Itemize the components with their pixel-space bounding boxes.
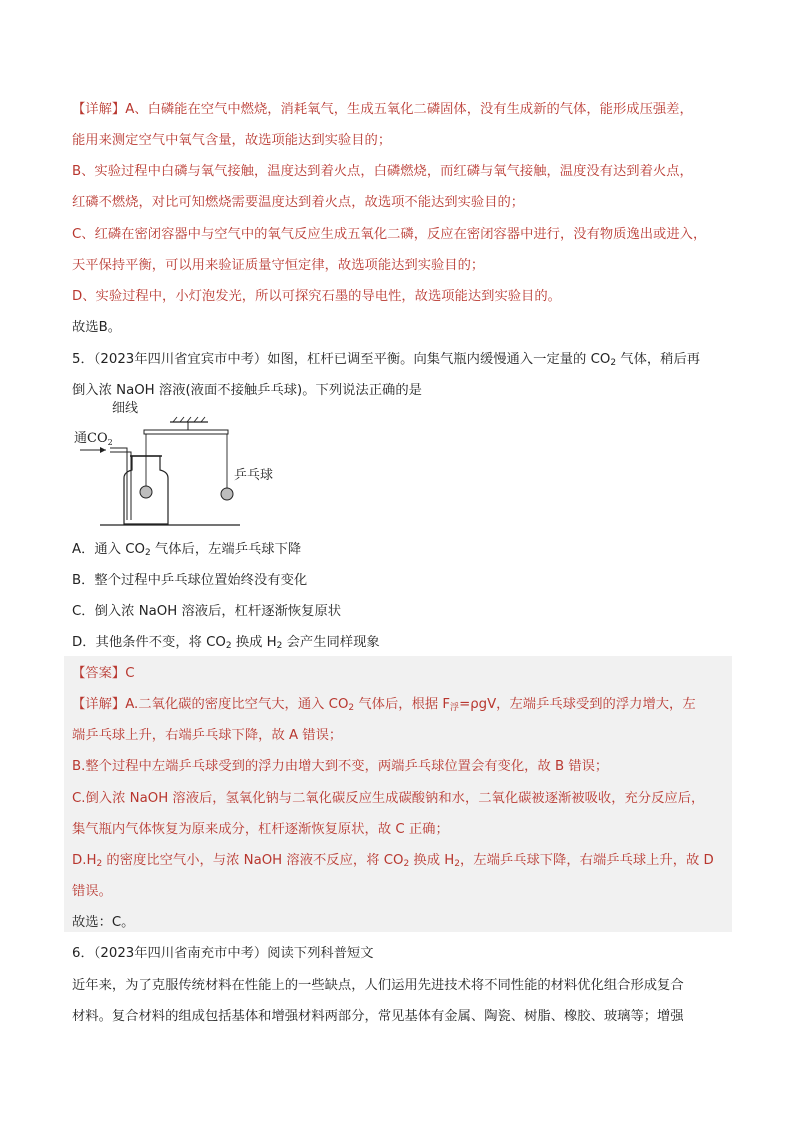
- q5-option-a: [72, 540, 732, 560]
- analysis-text: 气体后，根据 F: [354, 697, 451, 712]
- subscript: 2: [348, 703, 355, 713]
- subscript: 2: [403, 859, 410, 869]
- q5-analysis-line-4: C.倒入浓 NaOH 溶液后，氢氧化钠与二氧化碳反应生成碳酸钠和水，二氧化碳被逐渐被吸收，充分反应后，: [72, 791, 705, 806]
- arrow-head-icon: [100, 447, 106, 453]
- q5-conclusion: 故选：C。: [72, 915, 135, 930]
- q4-analysis-line-2: 能用来测定空气中氧气含量，故选项能达到实验目的；: [72, 133, 392, 148]
- q5-analysis-line-6: [72, 851, 732, 871]
- analysis-text: 的密度比空气小，与浓 NaOH 溶液不反应，将 CO: [102, 853, 404, 868]
- answer-tag: 【答案】: [72, 666, 126, 681]
- subscript: 2: [144, 548, 151, 558]
- subscript: 2: [276, 641, 283, 651]
- q5-answer: [72, 664, 732, 684]
- label-ball: 乒乓球: [234, 468, 274, 483]
- q6-paragraph-line-1: 近年来，为了克服传统材料在性能上的一些缺点，人们运用先进技术将不同性能的材料优化组合形成复合: [72, 978, 684, 993]
- subscript: 浮: [450, 703, 460, 713]
- analysis-text: A.二氧化碳的密度比空气大，通入 CO: [125, 697, 349, 712]
- q5-analysis-line-2: 端乒乓球上升，右端乒乓球下降，故 A 错误；: [72, 728, 343, 743]
- q4-analysis-line-7: D、实验过程中，小灯泡发光，所以可探究石墨的导电性，故选项能达到实验目的。: [72, 289, 561, 304]
- q4-analysis-text: A、白磷能在空气中燃烧，消耗氧气，生成五氧化二磷固体，没有生成新的气体，能形成压强差，: [125, 102, 693, 117]
- inlet-tube-wall: [110, 452, 131, 520]
- label-thread: 细线: [112, 401, 139, 416]
- lever-experiment-figure: [70, 398, 274, 530]
- analysis-tag: 【详解】: [72, 697, 126, 712]
- q5-analysis-line-7: 错误。: [72, 884, 112, 899]
- analysis-text: 换成 H: [409, 853, 455, 868]
- q5-stem-text: 气体，稍后再: [616, 352, 701, 367]
- analysis-text: ，左端乒乓球下降，右端乒乓球上升，故 D: [459, 853, 714, 868]
- lever-bar: [144, 430, 228, 434]
- analysis-text: D.H: [72, 853, 97, 868]
- q4-analysis-line-3: B、实验过程中白磷与氧气接触，温度达到着火点，白磷燃烧，而红磷与氧气接触，温度没有达到着火点，: [72, 164, 693, 179]
- analysis-tag: 【详解】: [72, 102, 126, 117]
- q5-option-b: B．整个过程中乒乓球位置始终没有变化: [72, 573, 308, 588]
- subscript: 2: [225, 641, 232, 651]
- subscript: 2: [610, 358, 617, 368]
- option-text: 换成 H: [231, 635, 277, 650]
- q5-analysis-line-3: B.整个过程中左端乒乓球受到的浮力由增大到不变，两端乒乓球位置会有变化，故 B 错误；: [72, 759, 609, 774]
- option-text: 气体后，左端乒乓球下降: [150, 542, 302, 557]
- q4-analysis-line-5: C、红磷在密闭容器中与空气中的氧气反应生成五氧化二磷，反应在密闭容器中进行，没有物质逸出或进入，: [72, 227, 707, 242]
- label-inlet-text: 通CO: [74, 431, 108, 446]
- option-text: 会产生同样现象: [282, 635, 380, 650]
- label-inlet-sub: 2: [107, 438, 113, 447]
- q5-stem-line-2: 倒入浓 NaOH 溶液(液面不接触乒乓球)。下列说法正确的是: [72, 383, 422, 398]
- q5-option-d: [72, 633, 732, 653]
- option-text: A．通入 CO: [72, 542, 145, 557]
- subscript: 2: [96, 859, 103, 869]
- ceiling-hatch: [173, 417, 205, 422]
- answer-value: C: [125, 666, 135, 681]
- q5-stem-text: 5．（2023年四川省宜宾市中考）如图，杠杆已调至平衡。向集气瓶内缓慢通入一定量的 CO: [72, 352, 611, 367]
- q6-stem: 6．（2023年四川省南充市中考）阅读下列科普短文: [72, 946, 374, 961]
- q5-analysis-line-5: 集气瓶内气体恢复为原来成分，杠杆逐渐恢复原状，故 C 正确；: [72, 822, 449, 837]
- q5-stem-line-1: [72, 350, 732, 370]
- label-inlet: [74, 431, 113, 447]
- analysis-text: =ρgV，左端乒乓球受到的浮力增大，左: [459, 697, 696, 712]
- q4-analysis-line-4: 红磷不燃烧，对比可知燃烧需要温度达到着火点，故选项不能达到实验目的；: [72, 195, 525, 210]
- right-ping-pong-ball: [221, 488, 233, 500]
- q4-analysis-line-1: [72, 100, 732, 120]
- q4-conclusion: 故选B。: [72, 320, 122, 335]
- q6-paragraph-line-2: 材料。复合材料的组成包括基体和增强材料两部分，常见基体有金属、陶瓷、树脂、橡胶、玻璃等；增强: [72, 1009, 684, 1024]
- q5-analysis-line-1: [72, 695, 732, 715]
- q4-analysis-line-6: 天平保持平衡，可以用来验证质量守恒定律，故选项能达到实验目的；: [72, 258, 485, 273]
- left-ping-pong-ball: [140, 486, 152, 498]
- q5-option-c: C．倒入浓 NaOH 溶液后，杠杆逐渐恢复原状: [72, 604, 342, 619]
- option-text: D．其他条件不变，将 CO: [72, 635, 226, 650]
- subscript: 2: [454, 859, 460, 869]
